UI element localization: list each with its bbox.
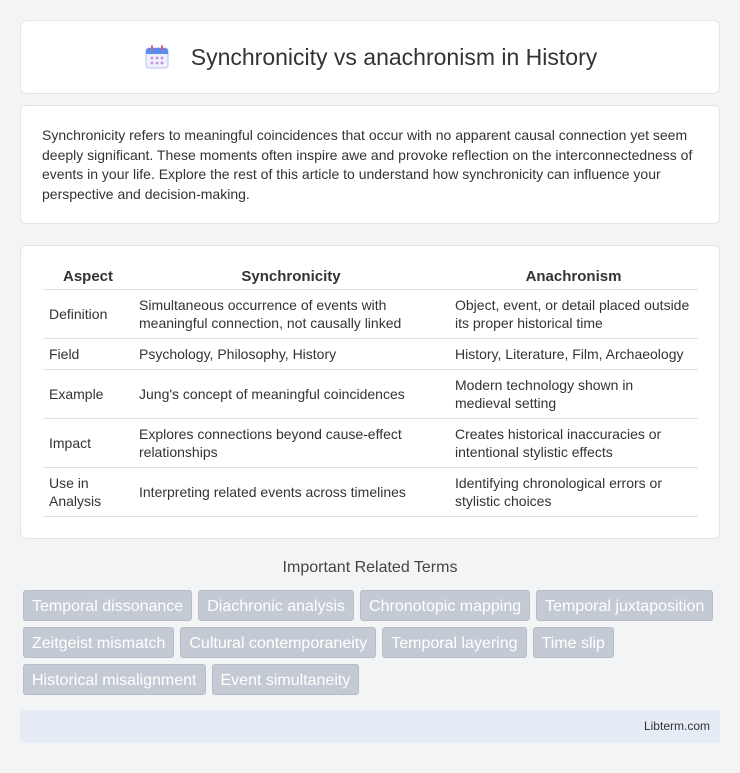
related-term-tag[interactable]: Temporal juxtaposition	[536, 590, 713, 621]
footer	[20, 710, 720, 743]
column-header-aspect: Aspect	[43, 266, 133, 290]
table-cell: Modern technology shown in medieval setting	[449, 370, 698, 419]
table-row	[43, 339, 698, 370]
table-cell: Creates historical inaccuracies or intentional stylistic effects	[449, 419, 698, 468]
table-cell: Interpreting related events across timelines	[133, 468, 449, 517]
header-card	[20, 20, 720, 94]
table-cell: Impact	[43, 419, 133, 468]
table-row	[43, 419, 698, 468]
related-terms-title: Important Related Terms	[282, 559, 458, 576]
table-cell: Use in Analysis	[43, 468, 133, 517]
table-row	[43, 290, 698, 339]
table-cell: History, Literature, Film, Archaeology	[449, 339, 698, 370]
related-term-tag[interactable]: Temporal layering	[382, 627, 526, 658]
related-term-tag[interactable]: Chronotopic mapping	[360, 590, 530, 621]
related-terms-list	[23, 590, 723, 701]
page-title: Synchronicity vs anachronism in History	[190, 43, 598, 70]
table-cell: Explores connections beyond cause-effect relationships	[133, 419, 449, 468]
footer-site-link[interactable]: Libterm.com	[643, 719, 710, 733]
table-cell: Identifying chronological errors or stylistic choices	[449, 468, 698, 517]
related-term-tag[interactable]: Diachronic analysis	[198, 590, 354, 621]
column-header-anachronism: Anachronism	[449, 266, 698, 290]
related-term-tag[interactable]: Zeitgeist mismatch	[23, 627, 174, 658]
table-cell: Field	[43, 339, 133, 370]
related-term-tag[interactable]: Historical misalignment	[23, 664, 206, 695]
table-row	[43, 468, 698, 517]
related-term-tag[interactable]: Time slip	[533, 627, 614, 658]
table-cell: Example	[43, 370, 133, 419]
table-cell: Psychology, Philosophy, History	[133, 339, 449, 370]
related-term-tag[interactable]: Event simultaneity	[212, 664, 360, 695]
table-row	[43, 370, 698, 419]
column-header-synchronicity: Synchronicity	[133, 266, 449, 290]
calendar-icon	[143, 43, 171, 71]
table-header-row	[43, 266, 698, 290]
comparison-table-card	[20, 245, 720, 539]
intro-card	[20, 105, 720, 224]
table-cell: Object, event, or detail placed outside its proper historical time	[449, 290, 698, 339]
table-cell: Definition	[43, 290, 133, 339]
comparison-table	[43, 266, 698, 517]
related-term-tag[interactable]: Temporal dissonance	[23, 590, 192, 621]
table-cell: Simultaneous occurrence of events with meaningful connection, not causally linked	[133, 290, 449, 339]
intro-text: Synchronicity refers to meaningful coincidences that occur with no apparent causal connection yet seem deeply significant. These moments often inspire awe and provoke reflection on the interconnectedness of events in your life. Explore the rest of this article to understand how synchronicity can influence your perspective and decision-making.	[42, 127, 693, 202]
related-term-tag[interactable]: Cultural contemporaneity	[180, 627, 376, 658]
table-cell: Jung's concept of meaningful coincidences	[133, 370, 449, 419]
